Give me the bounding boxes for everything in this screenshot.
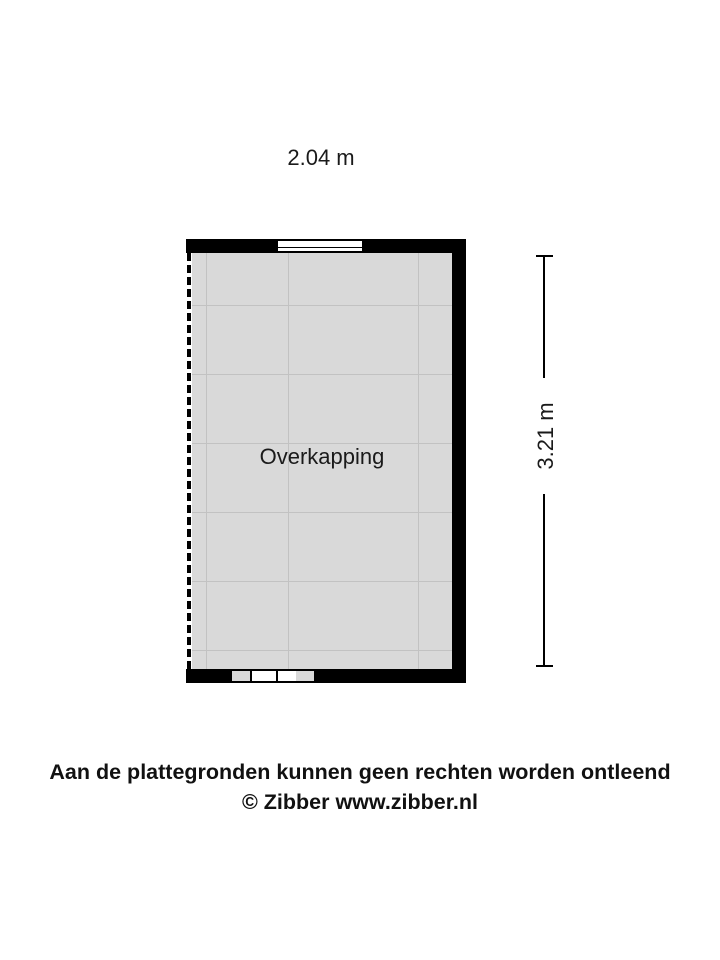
footer (0, 757, 720, 817)
tile-gridline (192, 305, 452, 306)
door-icon (232, 669, 314, 683)
tile-gridline (192, 512, 452, 513)
width-dimension-label (185, 140, 457, 176)
door-panel-left (232, 671, 250, 681)
dimension-tick-top (536, 255, 553, 257)
door-jamb (250, 671, 252, 681)
room-label: Overkapping (259, 444, 385, 469)
depth-dimension (528, 255, 564, 667)
dimension-tick-bottom (536, 665, 553, 667)
tile-gridline (192, 650, 452, 651)
depth-dimension-label (531, 378, 561, 494)
depth-dimension-value: 3.21 m (533, 392, 558, 479)
width-dimension-value: 2.04 m (273, 145, 368, 170)
tile-gridline (192, 581, 452, 582)
copyright-text: © Zibber www.zibber.nl (241, 790, 479, 814)
width-dimension (185, 140, 457, 176)
room-outline (186, 239, 466, 683)
wall-bottom (186, 669, 466, 683)
disclaimer-text: Aan de plattegronden kunnen geen rechten worden ontleend (49, 760, 671, 784)
door-panel-right (296, 671, 314, 681)
window-icon (278, 239, 362, 253)
door-jamb (276, 671, 278, 681)
tile-gridline (192, 374, 452, 375)
